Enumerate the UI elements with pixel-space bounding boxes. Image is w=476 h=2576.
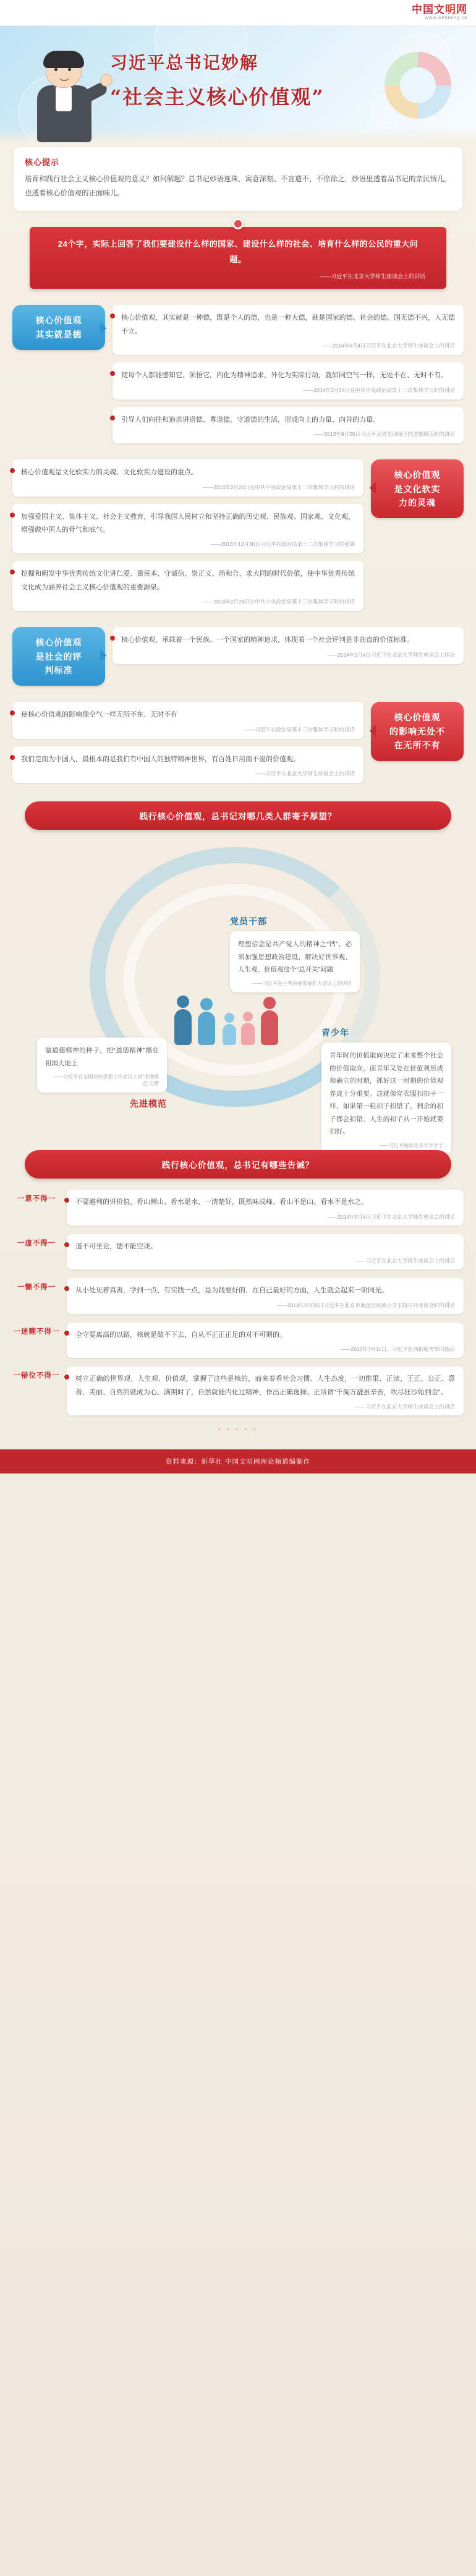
- quote-card-source: ——2013年9月26日习近平会见第四届全国道德模范时的讲话: [313, 431, 455, 438]
- main-quote-banner: [0, 227, 476, 289]
- section-core-values-is-virtue: [0, 305, 476, 443]
- warning-text: 全守要离高的以路，核就是做不下去，自从不正正正足的对不可期的。: [75, 1331, 286, 1339]
- section-influence-everywhere: [0, 702, 476, 783]
- quote-card-text: 加强爱国主义、集体主义、社会主义教育，引导我国人民树立和坚持正确的历史观、民族观、国家观、文化观，增强做中国人的骨气和底气。: [21, 513, 355, 534]
- warning-item: [12, 1323, 464, 1358]
- warning-tag: 一错位不得一: [13, 1372, 60, 1380]
- site-header: [0, 0, 476, 26]
- core-tips-body: 培育和践行社会主义核心价值观的意义？如何解题？总书记妙语连珠，寓意深刻、不言遗不，不徐徐之，妙语里透着品书记的亲民情几。也透着核心价值观的正面味儿。: [25, 176, 451, 197]
- quote-card-list-4: [12, 702, 363, 783]
- quote-card-text: 使核心价值观的影响像空气一样无所不在、无时不有: [21, 711, 177, 719]
- quote-card-list-3: [113, 627, 464, 663]
- diagram-node-source: ——习近平勉励北京大学学子: [379, 1142, 443, 1148]
- quote-card-text: 引导人们向往和追求讲道德、尊道德、守道德的生活，形成向上的力量、向善的力量。: [121, 416, 380, 424]
- quote-card-text: 核心价值观，承载着一个民族、一个国家的精神追求，体现着一个社会评判是非曲直的价值标准。: [121, 636, 414, 644]
- diagram-node-text: 做道德精神的种子，把“道德精神”播在祖国大地上: [45, 1047, 159, 1067]
- diagram-node-label: 青少年: [321, 1028, 349, 1038]
- footer-credit: 资料来源：新华社 中国文明网理论频道编制作: [0, 1449, 476, 1474]
- quote-card-source: ——习近平在北京大学师生座谈会上的讲话: [255, 770, 355, 777]
- quote-card: [113, 627, 464, 663]
- warning-tag: 一懒不得一: [17, 1284, 56, 1292]
- quote-card-source: ——2014年2月24日在中共中央政治局第十三次集体学习时的讲话: [203, 599, 355, 605]
- quote-card-text: 核心价值观是文化软实力的灵魂、文化软实力建设的重点。: [21, 469, 198, 477]
- quote-card-source: ——2014年2月24日在中共中央政治局第十三次集体学习时的讲话: [203, 484, 355, 490]
- diagram-node-card: [37, 1038, 167, 1093]
- page-title-line2: “社会主义核心价值观”: [110, 85, 325, 109]
- main-quote-source: ——习近平在北京大学师生座谈会上的讲话: [319, 273, 425, 280]
- site-logo-url: www.wenming.cn: [425, 15, 467, 21]
- diagram-node-label: 党员干部: [230, 916, 267, 927]
- decorative-divider: • • • • •: [218, 1426, 258, 1433]
- quote-card: [12, 459, 363, 496]
- quote-card-source: ——习近平在政治局第十三次集体学习时的讲话: [244, 726, 355, 733]
- quote-card-text: 挖掘和阐发中华优秀传统文化讲仁爱、重民本、守诚信、崇正义、尚和合、求大同的时代价值，使中华优秀传统文化成为涵养社会主义核心价值观的重要源泉。: [21, 570, 355, 591]
- section-heading-1: 核心价值观 其实就是德: [12, 305, 105, 350]
- diagram-node-label: 先进模范: [130, 1099, 167, 1109]
- warning-source: ——2013年7月11日，习近平在西柏坡考察时指出: [340, 1346, 455, 1353]
- core-tips-block: [14, 147, 462, 211]
- page-title: [110, 49, 325, 110]
- core-tips-title: 核心提示: [25, 158, 60, 167]
- quote-card-source: ——2013年12月30日习近平在政治局第十二次集体学习时强调: [210, 541, 355, 548]
- quote-card-list-1: [113, 305, 464, 443]
- question-banner-2: 践行核心价值观，总书记有哪些告诫？: [25, 1150, 451, 1179]
- site-logo[interactable]: [412, 4, 467, 21]
- quote-card: [113, 305, 464, 355]
- warning-tag: 一意不得一: [17, 1195, 56, 1203]
- warning-source: ——2014年5月4日习近平在北京大学师生座谈会的讲话: [327, 1213, 455, 1220]
- warning-source: ——2014年5月30日习近平在北京市海淀区民族小学主持召开座谈会时的讲话: [276, 1302, 455, 1308]
- diagram-node-source: ——习近平在全国宣传思想工作会议上对“道德模范”点赞: [53, 1074, 159, 1087]
- warning-item: [12, 1278, 464, 1313]
- quote-card-text: 使每个人都能感知它、领悟它，内化为精神追求，外化为实际行动，就如同空气一样，无处不在、无时不有。: [121, 372, 448, 380]
- hero-banner: [0, 26, 476, 143]
- quote-card: [113, 362, 464, 399]
- quote-card-text: 我们走而为中国人，最根本的是我们有中国人的独特精神世界，有百姓日用而不觉的价值观。: [21, 755, 300, 763]
- quote-card-source: ——2014年2月24日在中共中央政治局第十三次集体学习时的讲话: [303, 386, 455, 393]
- warning-tag: 一迷糊不得一: [13, 1328, 60, 1336]
- diagram-node-text: 青年时的价值取向决定了未来整个社会的价值取向，而青年又处在价值观形成和确立的时期，抓好这一时期的价值观养成十分重要。这就像穿衣服扣扣子一样，如果第一粒扣子扣错了，剩余的扣子都会扣错。人生的扣子从一开始就要扣好。: [329, 1052, 443, 1136]
- section-soft-power-soul: [0, 459, 476, 611]
- warning-text: 不要避利的讲价值、看山侧山、看水是水、一清楚好，既然味成峰、看山不是山、看水不是水之。: [75, 1198, 368, 1206]
- main-quote-ribbon: [30, 227, 446, 289]
- diagram-node-youth: [321, 1026, 451, 1154]
- warning-text: 从小处见着真善，学到一点、有实践一点，是为践要好的、在自己最好的方面，人生就会起来一阶同光。: [75, 1287, 388, 1295]
- diagram-node-card: [230, 931, 360, 992]
- warnings-list: [12, 1190, 464, 1415]
- section-heading-4: 核心价值观 的影响无处不 在无所不有: [371, 702, 464, 761]
- warning-tag: 一虚不得一: [17, 1239, 56, 1247]
- section-judgement-standard: [0, 627, 476, 686]
- quote-card-list-2: [12, 459, 363, 611]
- main-quote-text: 24个字，实际上回答了我们要建设什么样的国家、建设什么样的社会、培育什么样的公民的重大问题。: [57, 239, 419, 264]
- warning-item: [12, 1190, 464, 1225]
- warning-text: 道不可坐论，德不能空谈。: [75, 1242, 157, 1250]
- diagram-node-role-models: [37, 1038, 167, 1114]
- diagram-node-text: 理想信念是共产党人的精神之“钙”，必须加强思想政治建设，解决好世界观、人生观、价值观这个“总开关”问题: [238, 940, 352, 974]
- diagram-node-source: ——习近平在兰考县委常委扩大会议上的讲话: [253, 980, 352, 986]
- quote-card: [12, 504, 363, 554]
- quote-card: [12, 702, 363, 738]
- color-wheel-icon: [385, 52, 451, 119]
- site-logo-text: 中国文明网: [412, 3, 467, 15]
- audience-diagram: [0, 841, 476, 1148]
- warning-item: [12, 1234, 464, 1269]
- quote-card-source: ——2014年5月4日习近平在北京大学师生座谈会上的讲话: [321, 343, 455, 349]
- page-title-line1: 习近平总书记妙解: [110, 53, 259, 73]
- diagram-node-party-members: [230, 915, 360, 992]
- quote-card: [113, 407, 464, 443]
- quote-card: [12, 746, 363, 783]
- cartoon-figure-icon: [21, 51, 108, 143]
- warning-source: ——习近平在北京大学师生座谈会上的讲话: [355, 1258, 455, 1265]
- warning-text: 树立正确的世界观、人生观、价值观，掌握了这些是核的，而来着看社会习惯、人生态度，一切维果、正读、王正、公正、意善、美丽、自然的就成为心、满期时了，自然就能内化过精神，作出正确选择。正所谓“千淘万漉虽辛苦，吹尽狂沙始到金”。: [75, 1375, 455, 1396]
- pin-dot-icon: [232, 218, 244, 229]
- quote-card-text: 核心价值观，其实就是一种德，既是个人的德，也是一种大德，就是国家的德、社会的德。国无德不兴，人无德不立。: [121, 314, 455, 335]
- quote-card-source: ——2014年5月4日习近平在北京大学师生座谈会上指出: [327, 651, 455, 658]
- warning-item: [12, 1367, 464, 1415]
- question-banner-1: 践行核心价值观，总书记对哪几类人群寄予厚望？: [25, 801, 451, 830]
- section-heading-3: 核心价值观 是社会的评 判标准: [12, 627, 105, 686]
- warning-source: ——习近平在北京大学师生座谈会上的讲话: [355, 1403, 455, 1410]
- diagram-node-card: [321, 1043, 451, 1154]
- section-heading-2: 核心价值观 是文化软实 力的灵魂: [371, 459, 464, 518]
- quote-card: [12, 561, 363, 611]
